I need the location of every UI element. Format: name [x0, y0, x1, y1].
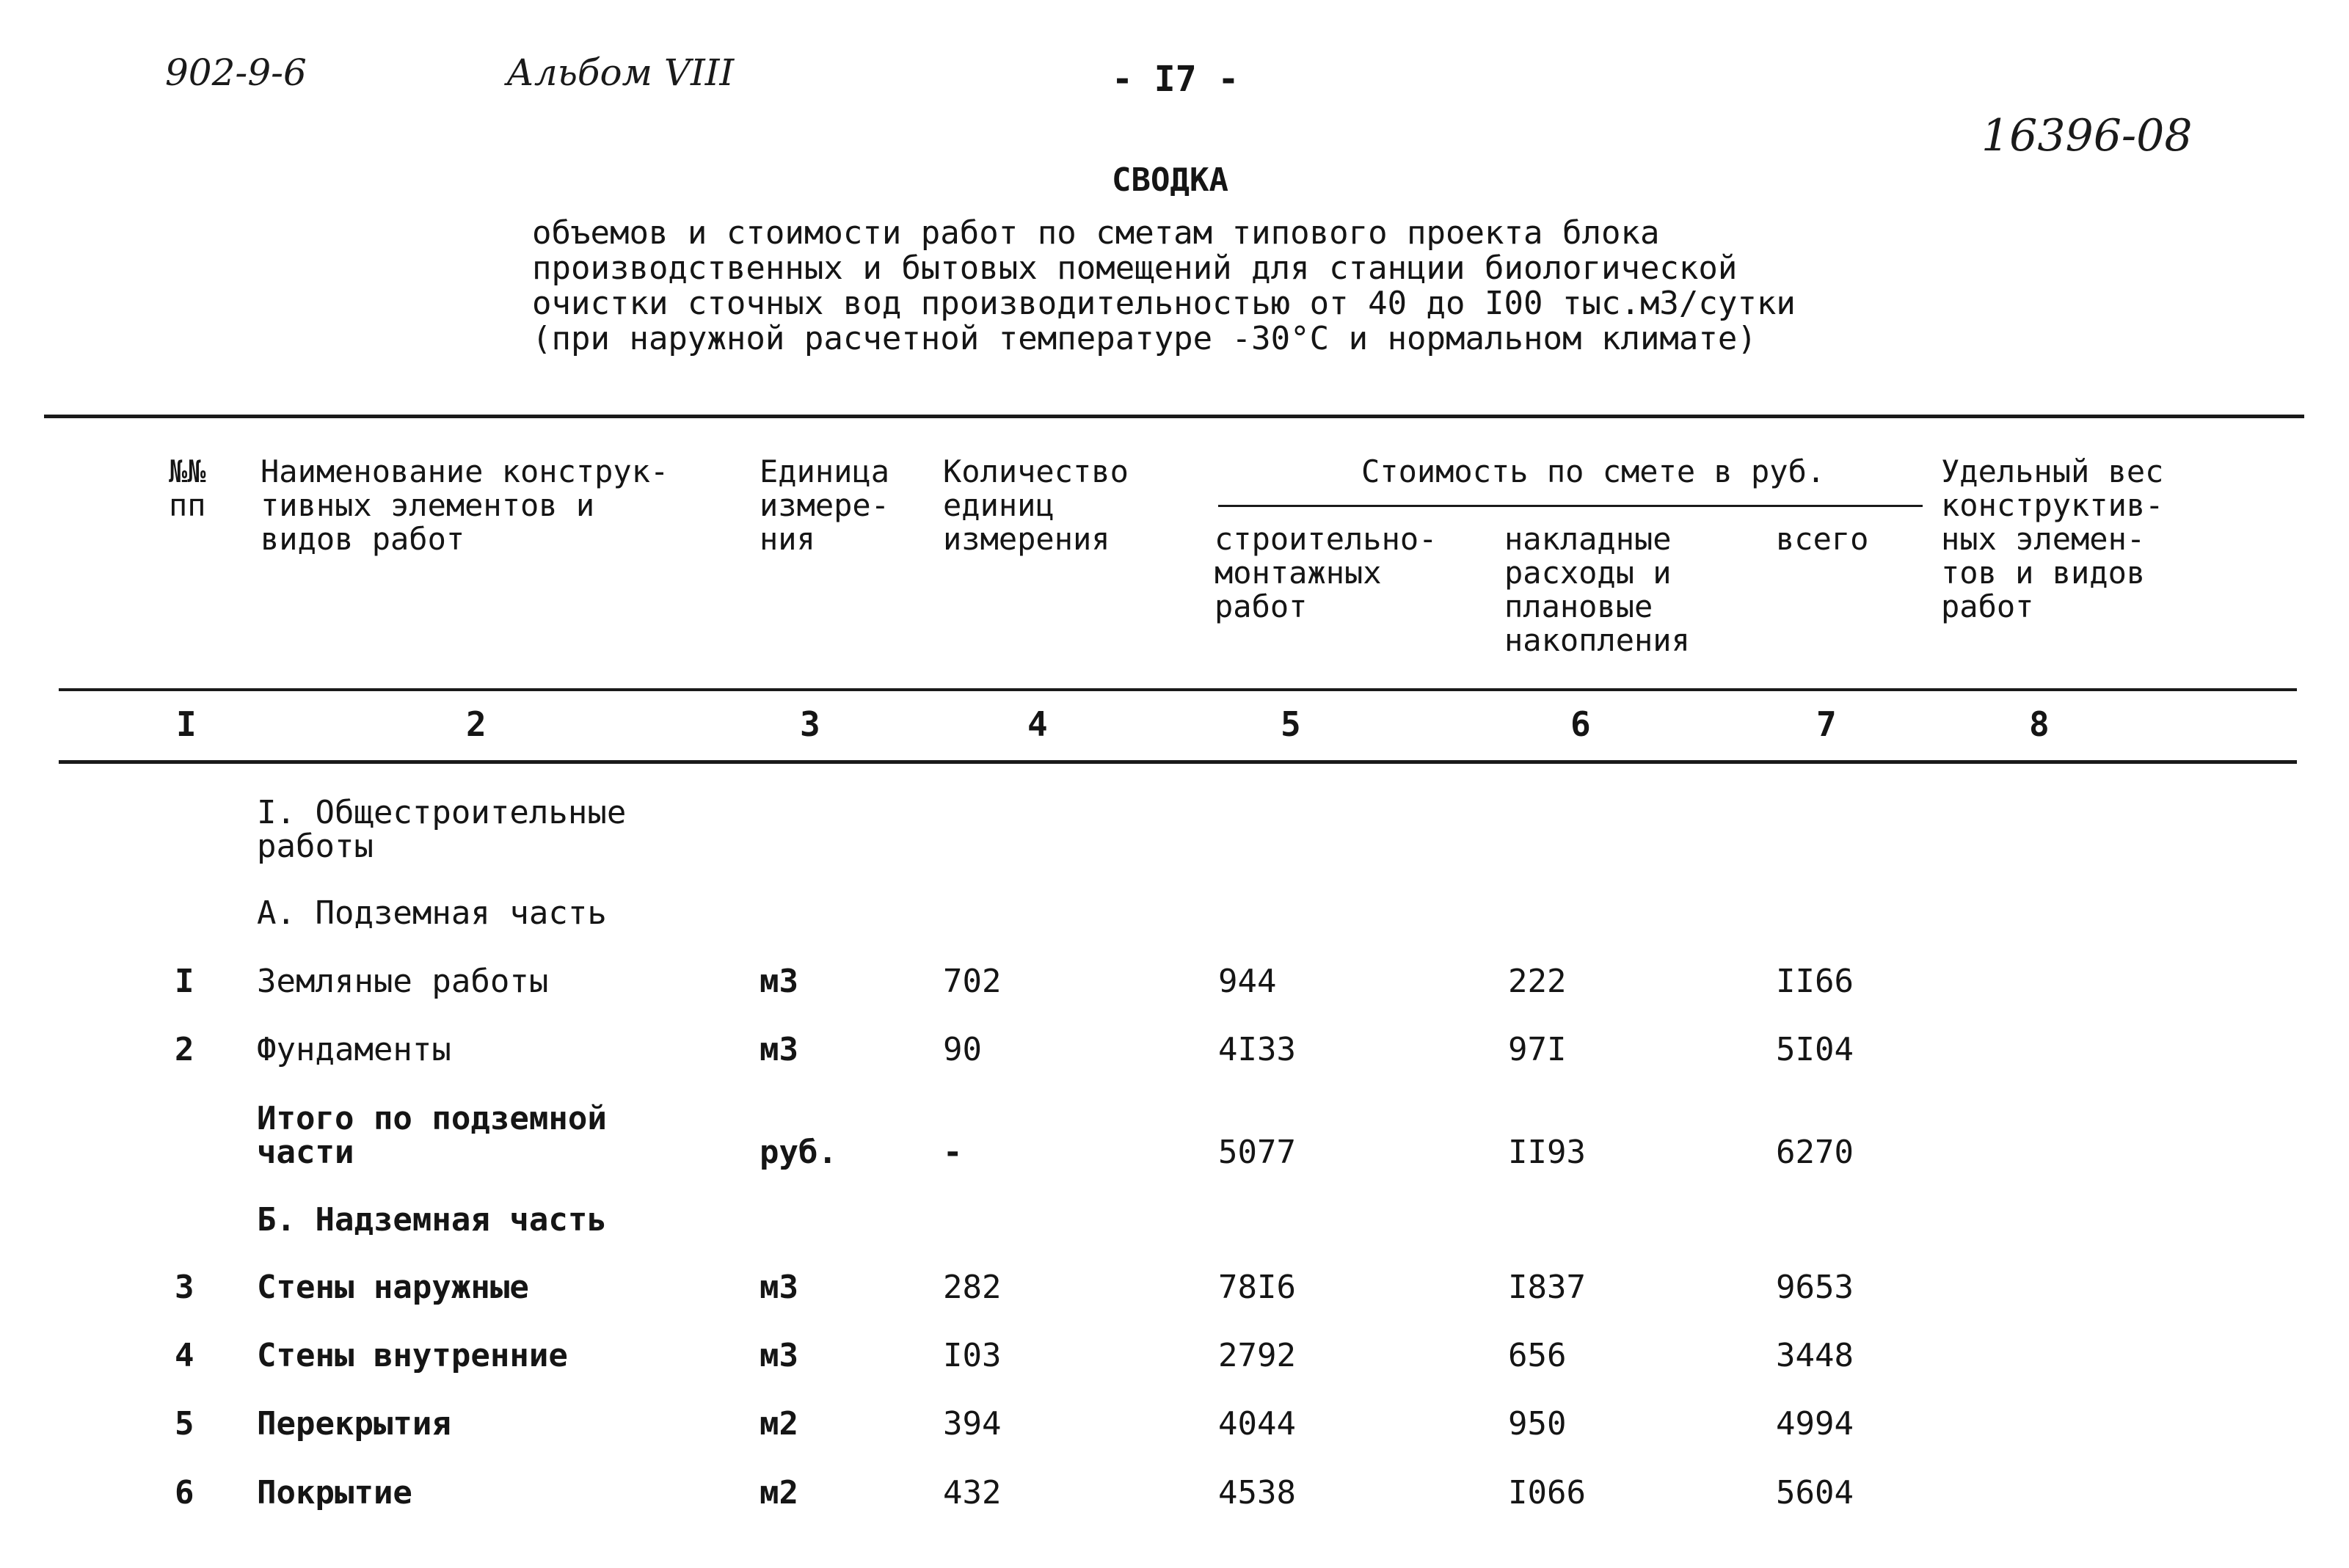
- column-numbers-rule: [59, 760, 2297, 764]
- row-5-overhead: 950: [1508, 1405, 1567, 1443]
- row-3-construction-cost: 78I6: [1218, 1269, 1296, 1306]
- document-number: 16396-08: [1981, 110, 2193, 161]
- row-3-name: Стены наружные: [257, 1269, 529, 1306]
- section-underground: А. Подземная часть: [257, 894, 607, 932]
- col-number-3: 3: [800, 704, 820, 744]
- col-header-number: №№ пп: [169, 453, 206, 523]
- subtotal-underground-overhead: II93: [1508, 1134, 1586, 1171]
- document-code: 902-9-6: [165, 51, 307, 94]
- section-aboveground: Б. Надземная часть: [257, 1201, 607, 1239]
- subtotal-underground-quantity: -: [943, 1134, 963, 1171]
- row-4-construction-cost: 2792: [1218, 1337, 1296, 1374]
- row-4-unit: м3: [760, 1337, 798, 1374]
- row-2-construction-cost: 4I33: [1218, 1031, 1296, 1068]
- row-6-construction-cost: 4538: [1218, 1474, 1296, 1512]
- subtotal-underground-name: Итого по подземной части: [257, 1100, 607, 1171]
- col-number-8: 8: [2029, 704, 2050, 744]
- row-3-overhead: I837: [1508, 1269, 1586, 1306]
- col-header-specific-weight: Удельный вес конструктив- ных элемен- тов и видов работ: [1941, 453, 2164, 624]
- page-number: - I7 -: [1112, 59, 1239, 100]
- header-bottom-rule: [59, 688, 2297, 691]
- row-1-name: Земляные работы: [257, 963, 549, 1000]
- subtitle-line-1: объемов и стоимости работ по сметам типового проекта блока: [532, 214, 1660, 252]
- row-3-unit: м3: [760, 1269, 798, 1306]
- subtotal-underground-unit: руб.: [760, 1134, 837, 1171]
- row-4-name: Стены внутренние: [257, 1337, 568, 1374]
- col-number-1: I: [176, 704, 197, 744]
- col-number-2: 2: [466, 704, 487, 744]
- table-top-rule: [44, 415, 2304, 418]
- album-label: Альбом VIII: [506, 51, 735, 94]
- row-2-total: 5I04: [1776, 1031, 1854, 1068]
- subtotal-underground-total: 6270: [1776, 1134, 1854, 1171]
- row-5-number: 5: [175, 1405, 194, 1443]
- subtitle-line-3: очистки сточных вод производительностью от 40 до I00 тыс.м3/сутки: [532, 285, 1796, 322]
- row-1-unit: м3: [760, 963, 798, 1000]
- subtotal-underground-construction-cost: 5077: [1218, 1134, 1296, 1171]
- row-3-quantity: 282: [943, 1269, 1002, 1306]
- row-1-construction-cost: 944: [1218, 963, 1277, 1000]
- row-6-unit: м2: [760, 1474, 798, 1512]
- row-6-number: 6: [175, 1474, 194, 1512]
- col-header-overhead: накладные расходы и плановые накопления: [1504, 521, 1690, 658]
- col-header-cost-group: Стоимость по смете в руб.: [1361, 453, 1826, 489]
- col-header-quantity: Количество единиц измерения: [943, 453, 1129, 557]
- row-2-overhead: 97I: [1508, 1031, 1567, 1068]
- row-4-number: 4: [175, 1337, 194, 1374]
- row-5-unit: м2: [760, 1405, 798, 1443]
- row-5-quantity: 394: [943, 1405, 1002, 1443]
- row-1-quantity: 702: [943, 963, 1002, 1000]
- col-header-name: Наименование конструк- тивных элементов и видов работ: [261, 453, 669, 557]
- row-2-name: Фундаменты: [257, 1031, 451, 1068]
- row-4-total: 3448: [1776, 1337, 1854, 1374]
- subtitle-line-4: (при наружной расчетной температуре -30°С и нормальном климате): [532, 320, 1757, 357]
- row-2-quantity: 90: [943, 1031, 982, 1068]
- col-number-5: 5: [1281, 704, 1301, 744]
- row-1-overhead: 222: [1508, 963, 1567, 1000]
- cost-group-rule: [1218, 505, 1923, 507]
- col-number-6: 6: [1570, 704, 1591, 744]
- row-1-total: II66: [1776, 963, 1854, 1000]
- row-4-overhead: 656: [1508, 1337, 1567, 1374]
- row-4-quantity: I03: [943, 1337, 1002, 1374]
- page-title: СВОДКА: [1112, 161, 1228, 199]
- row-5-construction-cost: 4044: [1218, 1405, 1296, 1443]
- col-header-construction-cost: строительно- монтажных работ: [1214, 521, 1438, 624]
- col-number-4: 4: [1027, 704, 1048, 744]
- col-number-7: 7: [1816, 704, 1837, 744]
- row-6-overhead: I066: [1508, 1474, 1586, 1512]
- col-header-total: всего: [1776, 521, 1869, 557]
- row-1-number: I: [175, 963, 194, 1000]
- row-3-number: 3: [175, 1269, 194, 1306]
- row-2-unit: м3: [760, 1031, 798, 1068]
- col-header-unit: Единица измере- ния: [760, 453, 890, 557]
- row-6-total: 5604: [1776, 1474, 1854, 1512]
- row-2-number: 2: [175, 1031, 194, 1068]
- row-6-name: Покрытие: [257, 1474, 412, 1512]
- section-general-works: I. Общестроительные работы: [257, 794, 627, 865]
- row-3-total: 9653: [1776, 1269, 1854, 1306]
- subtitle-line-2: производственных и бытовых помещений для станции биологической: [532, 249, 1738, 287]
- row-6-quantity: 432: [943, 1474, 1002, 1512]
- row-5-total: 4994: [1776, 1405, 1854, 1443]
- row-5-name: Перекрытия: [257, 1405, 451, 1443]
